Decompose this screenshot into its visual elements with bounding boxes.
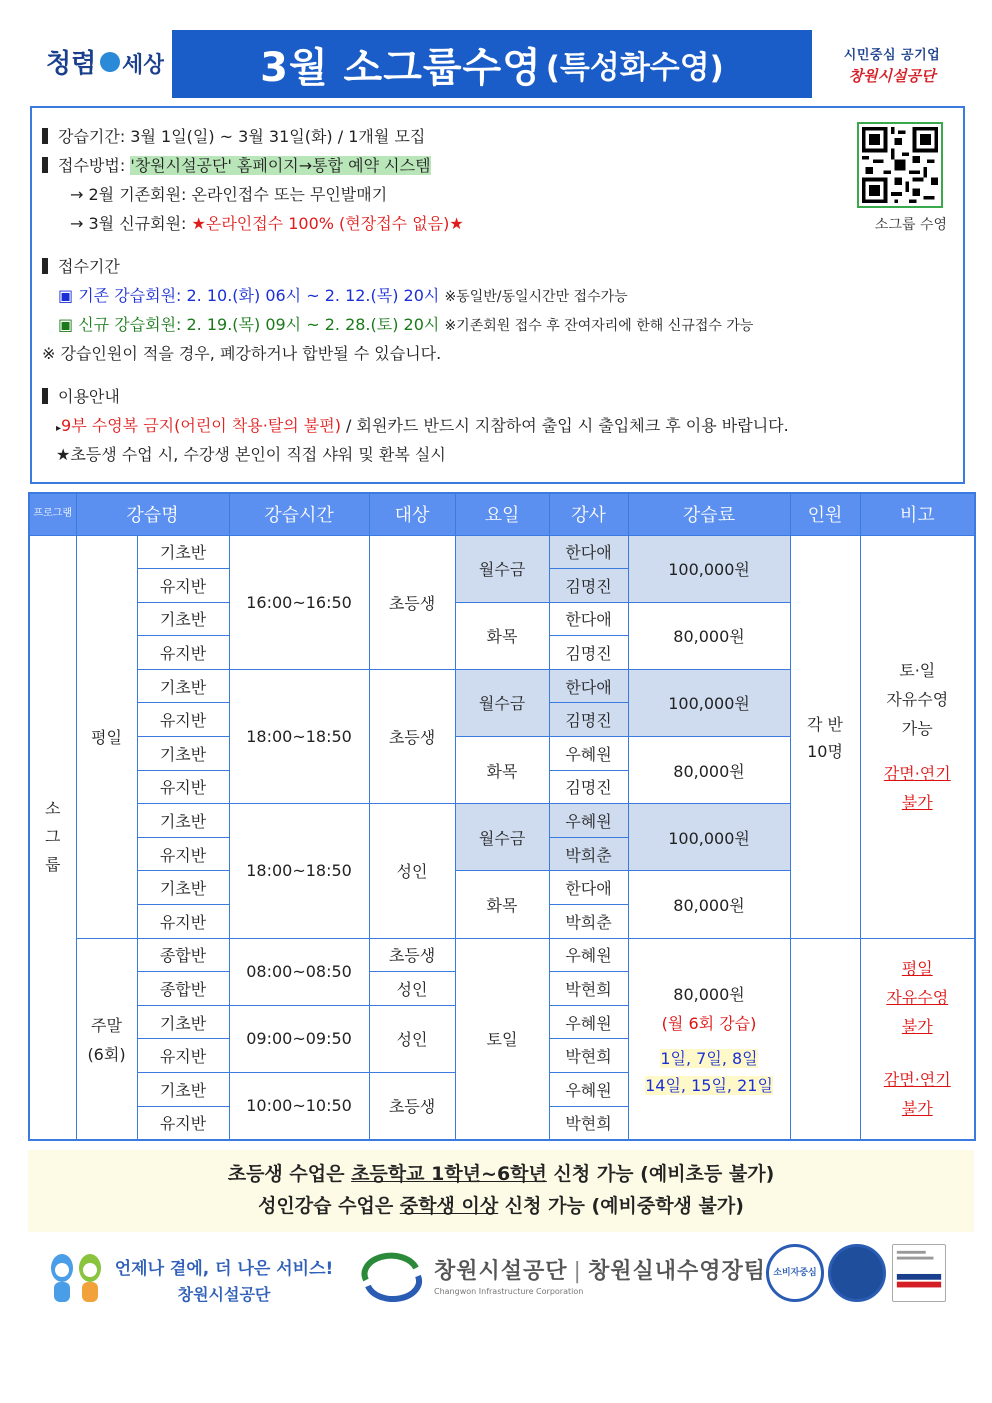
footer-slogan: [114, 1254, 334, 1305]
new-period-note: ※기존회원 접수 후 잔여자리에 한해 신규접수 가능: [444, 318, 754, 334]
service-quality-badge-icon: [892, 1244, 946, 1302]
class-cell: 기초반: [137, 535, 229, 569]
instructor-cell: 우혜원: [549, 1073, 628, 1107]
header-name: 강습명: [76, 493, 229, 535]
people-cell: 각 반 10명: [790, 535, 860, 938]
existing-period: ▣ 기존 강습회원: 2. 10.(화) 06시 ~ 2. 12.(목) 20시: [58, 286, 440, 305]
instructor-cell: 박희춘: [549, 905, 628, 939]
bullet-icon: [42, 258, 48, 274]
class-cell: 기초반: [137, 804, 229, 838]
usage-red: 9부 수영복 금지(어린이 착용·탈의 불편): [61, 416, 341, 435]
existing-period-note: ※동일반/동일시간만 접수가능: [444, 289, 628, 305]
header-people: 인원: [790, 493, 860, 535]
header-time: 강습시간: [229, 493, 369, 535]
table-row: [29, 535, 975, 569]
class-cell: 유지반: [137, 703, 229, 737]
target-cell: 성인: [369, 972, 455, 1006]
title-sub: (특성화수영): [545, 49, 724, 86]
instructor-cell: 박희춘: [549, 837, 628, 871]
time-cell: 08:00~08:50: [229, 938, 369, 1005]
instructor-cell: 김명진: [549, 703, 628, 737]
day-cell: 월수금: [455, 669, 549, 736]
qr-caption: 소그룹 수영: [874, 217, 947, 233]
weekend-cell: 주말 (6회): [76, 938, 137, 1140]
integrity-logo: [44, 38, 164, 88]
weekday-cell: 평일: [76, 535, 137, 938]
time-cell: 10:00~10:50: [229, 1073, 369, 1140]
class-cell: 기초반: [137, 737, 229, 771]
notice-line-2: 성인강습 수업은 중학생 이상 신청 가능 (예비중학생 불가): [258, 1195, 744, 1217]
method-line: [42, 151, 955, 180]
target-cell: 성인: [369, 1005, 455, 1072]
bullet-icon: [42, 388, 48, 404]
people-cell-empty: [790, 938, 860, 1140]
schedule-table: [28, 492, 976, 1141]
fee-cell: 100,000원: [628, 535, 790, 602]
mascot-icon: [44, 1248, 108, 1308]
fee-cell: 100,000원: [628, 669, 790, 736]
target-cell: 초등생: [369, 535, 455, 669]
human-rights-badge-icon: [828, 1244, 886, 1302]
class-cell: 종합반: [137, 972, 229, 1006]
ccm-badge-icon: 소비자중심: [766, 1244, 824, 1302]
fee-cell: 80,000원: [628, 871, 790, 938]
weekend-fee-cell: 80,000원 (월 6회 강습) 1일, 7일, 8일 14일, 15일, 21일: [628, 938, 790, 1140]
usage-title: 이용안내: [58, 387, 120, 406]
fee-cell: 80,000원: [628, 737, 790, 804]
time-cell: 18:00~18:50: [229, 804, 369, 938]
day-cell: 화목: [455, 871, 549, 938]
changwon-symbol-icon: [356, 1250, 426, 1302]
class-cell: 기초반: [137, 669, 229, 703]
svg-text:청렴: 청렴: [46, 49, 97, 79]
target-cell: 초등생: [369, 938, 455, 972]
header-program: 프로그램: [29, 493, 76, 535]
class-cell: 유지반: [137, 636, 229, 670]
instructor-cell: 한다애: [549, 602, 628, 636]
new-member-red: ★온라인접수 100% (현장접수 없음)★: [191, 214, 464, 233]
instructor-cell: 한다애: [549, 669, 628, 703]
class-cell: 유지반: [137, 770, 229, 804]
header-instructor: 강사: [549, 493, 628, 535]
new-period-line: [42, 310, 955, 339]
period-text: 강습기간: 3월 1일(일) ~ 3월 31일(화) / 1개월 모집: [58, 127, 426, 146]
instructor-cell: 김명진: [549, 636, 628, 670]
instructor-cell: 박현희: [549, 1039, 628, 1073]
corp-logo: [822, 44, 962, 84]
instructor-cell: 박현희: [549, 972, 628, 1006]
new-period: ▣ 신규 강습회원: 2. 19.(목) 09시 ~ 2. 28.(토) 20시: [58, 315, 440, 334]
time-cell: 09:00~09:50: [229, 1005, 369, 1072]
target-cell: 초등생: [369, 669, 455, 803]
program-cell: 소그룹: [29, 535, 76, 1140]
usage-rest: / 회원카드 반드시 지참하여 출입 시 출입체크 후 이용 바랍니다.: [340, 416, 789, 435]
instructor-cell: 우혜원: [549, 1005, 628, 1039]
day-cell: 월수금: [455, 535, 549, 602]
notice-line-1: 초등생 수업은 초등학교 1학년~6학년 신청 가능 (예비초등 불가): [227, 1163, 775, 1185]
page-title: [172, 30, 812, 98]
table-header-row: [29, 493, 975, 535]
instructor-cell: 한다애: [549, 871, 628, 905]
new-member-line: [42, 209, 955, 238]
target-cell: 성인: [369, 804, 455, 938]
corp-name: 창원시설공단: [434, 1259, 568, 1284]
reception-title-line: [42, 252, 955, 281]
slogan-line-1: 언제나 곁에, 더 나은 서비스!: [114, 1259, 334, 1279]
title-main: 3월 소그룹수영: [260, 44, 542, 91]
note-weekday-cell: 토·일 자유수영 가능 감면·연기 불가: [860, 535, 975, 938]
new-member-prefix: → 3월 신규회원:: [70, 214, 192, 233]
corp-team: 창원실내수영장팀: [587, 1259, 766, 1284]
class-cell: 유지반: [137, 569, 229, 603]
corp-en: Changwon Infrastructure Corporation: [434, 1287, 584, 1296]
certification-badges: [766, 1244, 950, 1306]
day-cell: 월수금: [455, 804, 549, 871]
note-weekend-cell: 평일 자유수영 불가 감면·연기 불가: [860, 938, 975, 1140]
time-cell: 16:00~16:50: [229, 535, 369, 669]
instructor-cell: 우혜원: [549, 938, 628, 972]
day-cell: 화목: [455, 737, 549, 804]
instructor-cell: 우혜원: [549, 737, 628, 771]
slogan-line-2: 창원시설공단: [177, 1285, 271, 1304]
method-prefix: 접수방법:: [58, 156, 131, 175]
bullet-icon: [42, 157, 48, 173]
class-cell: 기초반: [137, 871, 229, 905]
footer-corp: 창원시설공단 | 창원실내수영장팀 Changwon Infrastructure Corporation: [434, 1259, 766, 1296]
instructor-cell: 한다애: [549, 535, 628, 569]
class-cell: 기초반: [137, 1073, 229, 1107]
header-note: 비고: [860, 493, 975, 535]
bullet-icon: [42, 128, 48, 144]
fee-cell: 100,000원: [628, 804, 790, 871]
instructor-cell: 박현희: [549, 1106, 628, 1140]
corp-slogan: 시민중심 공기업: [843, 48, 941, 63]
class-cell: 기초반: [137, 1005, 229, 1039]
class-cell: 유지반: [137, 837, 229, 871]
existing-period-line: [42, 281, 955, 310]
day-cell: 토일: [455, 938, 549, 1140]
header-target: 대상: [369, 493, 455, 535]
qr-code-icon[interactable]: [857, 122, 943, 208]
class-cell: 종합반: [137, 938, 229, 972]
existing-member-line: → 2월 기존회원: 온라인접수 또는 무인발매기: [70, 185, 388, 204]
table-row: [29, 938, 975, 972]
usage-kids: ★초등생 수업 시, 수강생 본인이 직접 샤워 및 환복 실시: [56, 445, 446, 464]
corp-name-logo: 창원시설공단: [848, 67, 936, 85]
method-highlight: '창원시설공단' 홈페이지→통합 예약 시스템: [130, 156, 431, 175]
usage-title-line: [42, 382, 955, 411]
class-cell: 유지반: [137, 1039, 229, 1073]
period-line: [42, 122, 955, 151]
header-day: 요일: [455, 493, 549, 535]
fee-cell: 80,000원: [628, 602, 790, 669]
instructor-cell: 우혜원: [549, 804, 628, 838]
reception-title: 접수기간: [58, 257, 120, 276]
header-fee: 강습료: [628, 493, 790, 535]
usage-line: [42, 411, 955, 440]
day-cell: 화목: [455, 602, 549, 669]
triangle-icon: ▸: [56, 423, 62, 434]
class-cell: 유지반: [137, 905, 229, 939]
info-box: [30, 106, 965, 484]
target-cell: 초등생: [369, 1073, 455, 1140]
instructor-cell: 김명진: [549, 569, 628, 603]
notice-box: [28, 1150, 974, 1232]
instructor-cell: 김명진: [549, 770, 628, 804]
time-cell: 18:00~18:50: [229, 669, 369, 803]
cancel-note: ※ 강습인원이 적을 경우, 폐강하거나 합반될 수 있습니다.: [42, 344, 442, 363]
class-cell: 유지반: [137, 1106, 229, 1140]
class-cell: 기초반: [137, 602, 229, 636]
svg-text:세상: 세상: [122, 53, 164, 78]
